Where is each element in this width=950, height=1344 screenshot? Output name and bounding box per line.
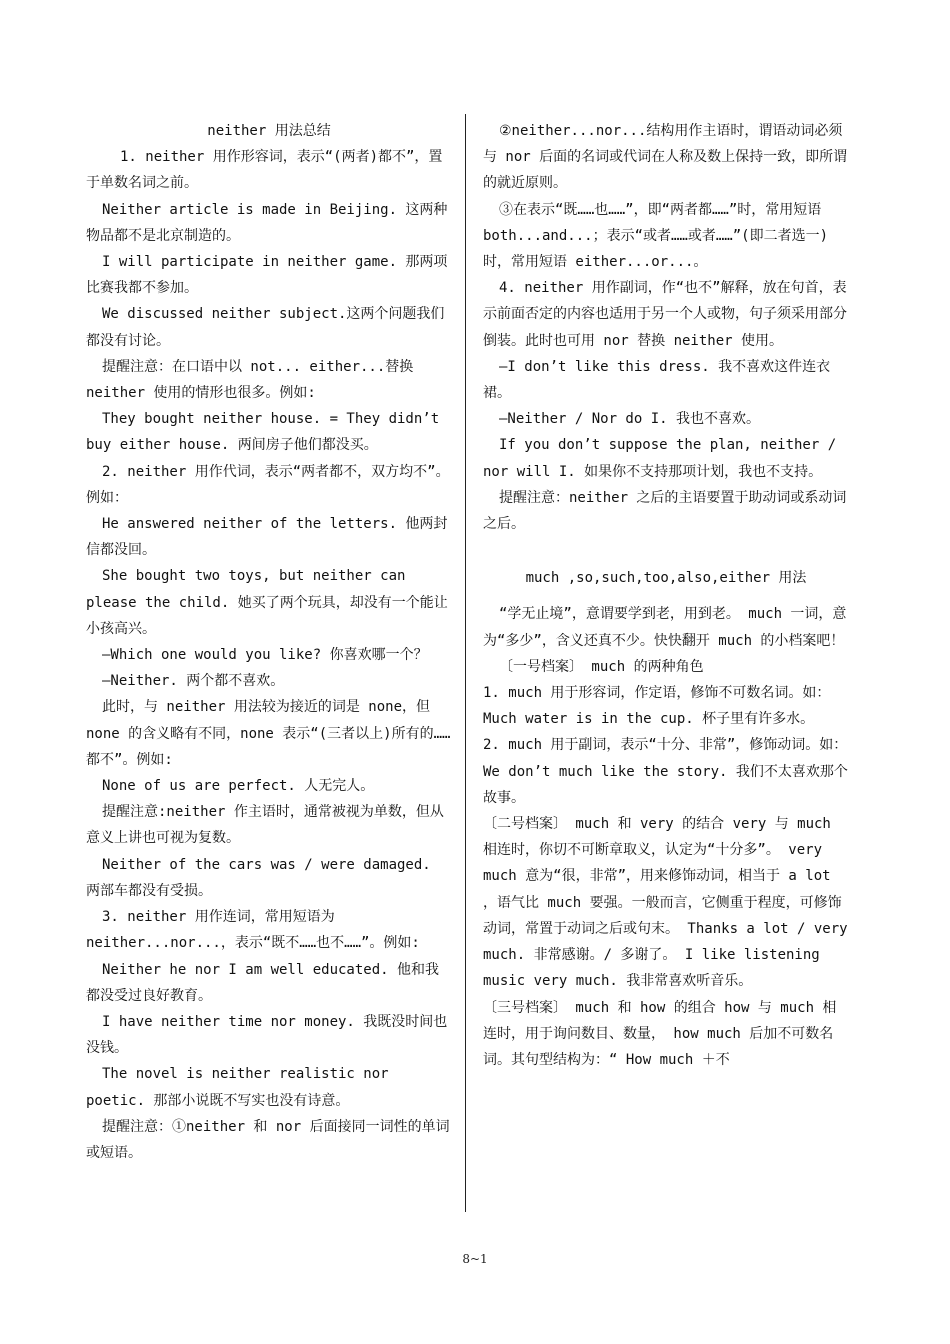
paragraph: The novel is neither realistic nor poetic. 那部小说既不写实也没有诗意。 xyxy=(86,1066,389,1109)
paragraph: She bought two toys, but neither can please the child. 她买了两个玩具，却没有一个能让小孩高兴。 xyxy=(86,568,448,637)
paragraph: —Neither. 两个都不喜欢。 xyxy=(102,673,285,690)
paragraph: 1. much 用于形容词，作定语，修饰不可数名词。如： Much water is in the cup. 杯子里有许多水。 xyxy=(483,685,831,728)
paragraph: They bought neither house. = They didn’t buy either house. 两间房子他们都没买。 xyxy=(86,411,440,454)
section-heading: much ,so,such,too,also,either 用法 xyxy=(525,570,807,587)
paragraph: 〔三号档案〕 much 和 how 的组合 how 与 much 相连时，用于询问数目、数量， how much 后加不可数名词。其句型结构为：“ How much ＋不 xyxy=(483,999,837,1068)
column-divider xyxy=(465,114,466,1212)
spacer xyxy=(483,537,849,555)
right-column xyxy=(483,118,849,1073)
paragraph: Neither article is made in Beijing. 这两种物品都不是北京制造的。 xyxy=(86,201,448,244)
paragraph: —Neither / Nor do I. 我也不喜欢。 xyxy=(499,411,761,428)
paragraph: 提醒注意：在口语中以 not... either...替换 neither 使用的情形也很多。例如: xyxy=(86,358,414,402)
paragraph: 4. neither 用作副词，作“也不”解释，放在句首，表示前面否定的内容也适用于另一个人或物，句子须采用部分倒装。此时也可用 nor 替换 neither 使用。 xyxy=(483,280,847,349)
paragraph: We discussed neither subject.这两个问题我们都没有讨论。 xyxy=(86,306,445,349)
paragraph: 〔一号档案〕 much 的两种角色 xyxy=(499,658,704,675)
paragraph: Neither he nor I am well educated. 他和我都没受过良好教育。 xyxy=(86,961,440,1004)
paragraph: ③在表示“既……也……”，即“两者都……”时，常用短语 both...and...；表示“或者……或者……”(即二者选一)时，常用短语 either...or...。 xyxy=(483,201,829,271)
paragraph: 1. neither 用作形容词，表示“(两者)都不”，置于单数名词之前。 xyxy=(86,149,443,192)
paragraph: I will participate in neither game. 那两项比赛我都不参加。 xyxy=(86,254,448,297)
paragraph: 3. neither 用作连词，常用短语为 neither...nor...，表示“既不……也不……”。例如: xyxy=(86,909,420,952)
paragraph: If you don’t suppose the plan, neither / nor will I. 如果你不支持那项计划，我也不支持。 xyxy=(483,437,837,480)
paragraph: 〔二号档案〕 much 和 very 的结合 very 与 much 相连时，你切不可断章取义，认定为“十分多”。 very much 意为“很，非常”，用来修饰动词，相当于 a lot ，语气比 much 要强。一般而言，它侧重于程度，可修饰动词，常置于动词之后或句末。 Thanks a lot / very much. 非常感谢。/ 多谢了。 I like listening music very much. 我非常喜欢听音乐。 xyxy=(483,816,848,990)
paragraph: I have neither time nor money. 我既没时间也没钱。 xyxy=(86,1013,448,1057)
paragraph: 提醒注意：①neither 和 nor 后面接同一词性的单词或短语。 xyxy=(86,1118,450,1161)
paragraph: He answered neither of the letters. 他两封信都没回。 xyxy=(86,516,448,559)
paragraph: —Which one would you like? 你喜欢哪一个？ xyxy=(102,647,428,664)
paragraph: Neither of the cars was / were damaged. 两部车都没有受损。 xyxy=(86,856,431,899)
paragraph: —I don’t like this dress. 我不喜欢这件连衣裙。 xyxy=(483,358,831,402)
paragraph: 提醒注意：neither 之后的主语要置于助动词或系动词之后。 xyxy=(483,489,847,533)
paragraph: 2. neither 用作代词，表示“两者都不，双方均不”。例如： xyxy=(86,463,450,506)
paragraph: None of us are perfect. 人无完人。 xyxy=(102,778,375,795)
left-column xyxy=(86,118,452,1166)
paragraph: 此时，与 neither 用法较为接近的词是 none，但 none 的含义略有不同，none 表示“(三者以上)所有的……都不”。例如: xyxy=(86,699,451,768)
paragraph: 2. much 用于副词，表示“十分、非常”，修饰动词。如： We don’t much like the story. 我们不太喜欢那个故事。 xyxy=(483,737,848,806)
page-number: 8~1 xyxy=(462,1252,488,1266)
page-title: neither 用法总结 xyxy=(207,123,331,139)
paragraph: 提醒注意:neither 作主语时，通常被视为单数，但从意义上讲也可视为复数。 xyxy=(86,804,444,847)
paragraph: “学无止境”，意谓要学到老，用到老。 much 一词，意为“多少”，含义还真不少。快快翻开 much 的小档案吧！ xyxy=(483,606,847,649)
paragraph: ②neither...nor...结构用作主语时，谓语动词必须与 nor 后面的名词或代词在人称及数上保持一致，即所谓的就近原则。 xyxy=(483,123,848,192)
